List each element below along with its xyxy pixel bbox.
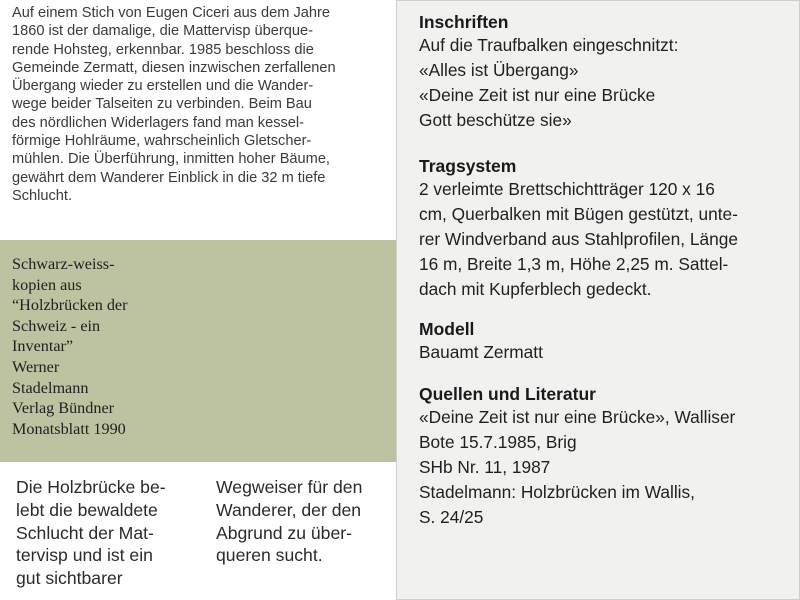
credits-line: Werner: [12, 357, 60, 376]
body-line: SHb Nr. 11, 1987: [419, 457, 551, 477]
caption-line: Abgrund zu über-: [216, 522, 352, 543]
body-line: rer Windverband aus Stahlprofilen, Länge: [419, 229, 738, 249]
body-line: cm, Querbalken mit Bügen gestützt, unte-: [419, 204, 738, 224]
credits-line: kopien aus: [12, 275, 82, 294]
credits-line: Schweiz - ein: [12, 316, 101, 335]
body-line: «Deine Zeit ist nur eine Brücke», Walliser: [419, 407, 736, 427]
intro-line: Schlucht.: [12, 187, 73, 204]
caption-line: lebt die bewaldete: [16, 499, 158, 520]
caption-line: Schlucht der Mat-: [16, 522, 154, 543]
caption-right-text: [216, 476, 400, 567]
section-heading: Modell: [419, 319, 475, 339]
intro-line: rende Hohsteg, erkennbar. 1985 beschloss die: [12, 41, 314, 58]
caption-line: Wanderer, der den: [216, 499, 362, 520]
intro-text: [12, 4, 394, 205]
intro-line: 1860 ist der damalige, die Mattervisp überque-: [12, 23, 313, 40]
credits-text: [12, 254, 182, 439]
section-body: [419, 340, 785, 365]
body-line: Gott beschütze sie»: [419, 110, 572, 130]
section-quellen: [419, 383, 785, 530]
body-line: Bauamt Zermatt: [419, 342, 543, 362]
intro-paragraph: [0, 0, 400, 240]
intro-line: förmige Hohlräume, wahrscheinlich Gletscher-: [12, 133, 312, 150]
info-column: [396, 0, 800, 600]
body-line: S. 24/25: [419, 507, 484, 527]
intro-line: gewährt dem Wanderer Einblick in die 32 m tiefe: [12, 169, 326, 186]
section-modell: [419, 318, 785, 365]
section-heading: Inschriften: [419, 12, 509, 32]
body-line: «Alles ist Übergang»: [419, 60, 579, 80]
body-line: dach mit Kupferblech gedeckt.: [419, 279, 652, 299]
credits-line: Inventar”: [12, 337, 74, 356]
caption-left-text: [16, 476, 200, 590]
body-line: Bote 15.7.1985, Brig: [419, 432, 577, 452]
body-line: Stadelmann: Holzbrücken im Wallis,: [419, 482, 695, 502]
credits-line: Stadelmann: [12, 378, 89, 397]
section-body: [419, 405, 785, 530]
section-body: [419, 177, 785, 302]
intro-line: mühlen. Die Überführung, inmitten hoher Bäume,: [12, 151, 330, 168]
credits-line: Verlag Bündner: [12, 399, 115, 418]
caption-right: [200, 462, 400, 600]
intro-line: des nördlichen Widerlagers fand man kessel-: [12, 114, 305, 131]
credits-line: Schwarz-weiss-: [12, 255, 115, 273]
body-line: 16 m, Breite 1,3 m, Höhe 2,25 m. Sattel-: [419, 254, 729, 274]
caption-line: Wegweiser für den: [216, 477, 363, 497]
body-line: Auf die Traufbalken eingeschnitzt:: [419, 35, 679, 55]
intro-line: Gemeinde Zermatt, diesen inzwischen zerfallenen: [12, 59, 336, 76]
caption-left: [0, 462, 200, 600]
intro-line: Übergang wieder zu erstellen und die Wander-: [12, 78, 314, 95]
intro-line: wege beider Talseiten zu verbinden. Beim Bau: [12, 96, 312, 113]
caption-line: queren sucht.: [216, 545, 323, 566]
section-heading: Tragsystem: [419, 156, 517, 176]
section-heading: Quellen und Literatur: [419, 384, 596, 404]
intro-line: Auf einem Stich von Eugen Ciceri aus dem Jahre: [12, 5, 330, 21]
section-inschriften: [419, 11, 785, 133]
credits-line: Monatsblatt 1990: [12, 419, 126, 438]
credits-line: “Holzbrücken der: [12, 296, 128, 315]
caption-line: gut sichtbarer: [16, 568, 123, 589]
section-body: [419, 33, 785, 133]
section-tragsystem: [419, 155, 785, 302]
credits-box: [0, 240, 400, 462]
caption-line: tervisp und ist ein: [16, 545, 153, 566]
caption-line: Die Holzbrücke be-: [16, 477, 166, 497]
body-line: «Deine Zeit ist nur eine Brücke: [419, 85, 656, 105]
body-line: 2 verleimte Brettschichtträger 120 x 16: [419, 179, 715, 199]
